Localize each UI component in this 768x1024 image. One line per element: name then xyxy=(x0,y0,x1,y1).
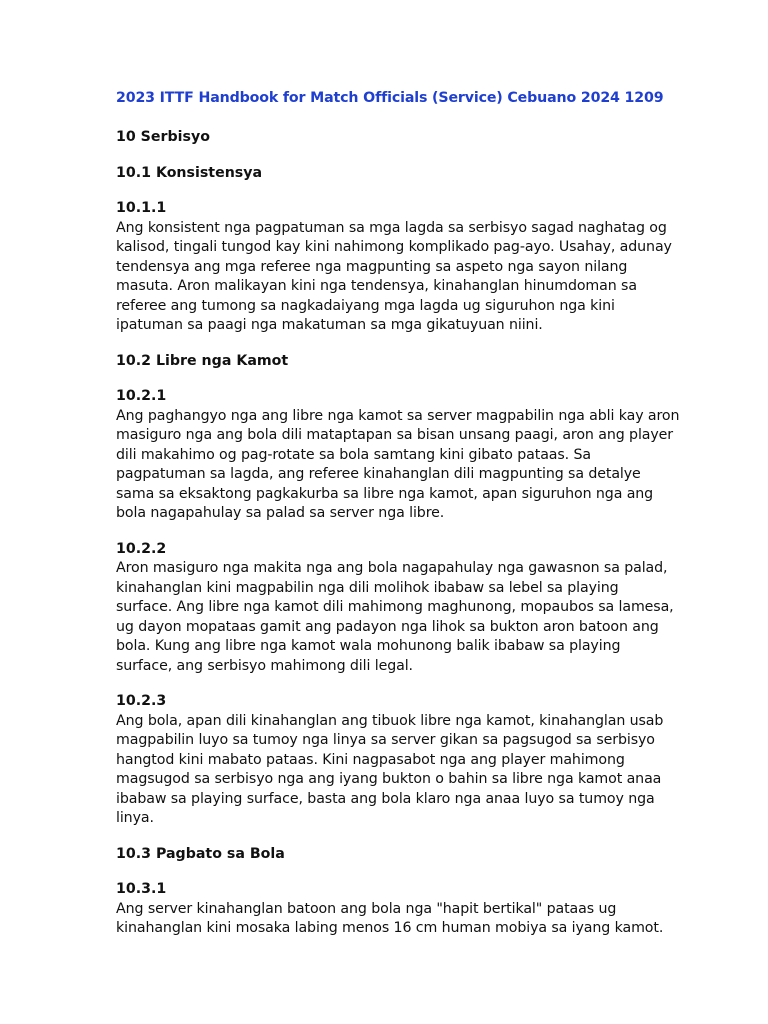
text-line: ipatuman sa paagi nga makatuman sa mga gikatuyuan niini. xyxy=(116,317,543,333)
text-line: referee ang tumong sa nagkadaiyang mga lagda ug siguruhon nga kini xyxy=(116,297,615,314)
text-line: pagpatuman sa lagda, ang referee kinahanglan dili magpunting sa detalye xyxy=(116,466,641,482)
clause-number-10-2-1: 10.2.1 xyxy=(116,388,167,404)
text-line: magsugod sa serbisyo nga ang iyang bukton o bahin sa libre nga kamot anaa xyxy=(116,771,662,787)
clause-text-10-2-3 xyxy=(116,712,664,829)
clause-number-10-2-2: 10.2.2 xyxy=(116,540,167,557)
text-line: ibabaw sa playing surface, basta ang bola klaro nga anaa luyo sa tumoy nga xyxy=(116,790,655,807)
text-line: linya. xyxy=(116,810,154,826)
text-line: tendensya ang mga referee nga magpunting sa aspeto nga sayon nilang xyxy=(116,258,628,275)
text-line: dili makahimo og pag-rotate sa bola samtang kini gibato pataas. Sa xyxy=(116,446,591,463)
text-line: magpabilin luyo sa tumoy nga linya sa server gikan sa pagsugod sa serbisyo xyxy=(116,732,655,748)
text-line: Ang paghangyo nga ang libre nga kamot sa server magpabilin nga abli kay aron xyxy=(116,407,680,424)
text-line: ug dayon mopataas gamit ang padayon nga lihok sa bukton aron batoon ang xyxy=(116,618,659,635)
clause-number-10-2-3: 10.2.3 xyxy=(116,693,167,709)
text-line: kalisod, tingali tungod kay kini nahimong komplikado pag-ayo. Usahay, adunay xyxy=(116,239,672,255)
document-title: 2023 ITTF Handbook for Match Officials (Service) Cebuano 2024 1209 xyxy=(116,90,664,106)
text-line: surface. Ang libre nga kamot dili mahimong maghunong, mopaubos sa lamesa, xyxy=(116,599,674,615)
section-heading-10: 10 Serbisyo xyxy=(116,129,210,145)
clause-number-10-1-1: 10.1.1 xyxy=(116,200,167,216)
text-line: bola. Kung ang libre nga kamot wala mohunong balik ibabaw sa playing xyxy=(116,638,621,654)
text-line: Ang server kinahanglan batoon ang bola nga "hapit bertikal" pataas ug xyxy=(116,900,617,917)
document-page xyxy=(116,88,680,955)
clause-number-10-3-1: 10.3.1 xyxy=(116,881,167,897)
text-line: kinahanglan kini magpabilin nga dili molihok ibabaw sa lebel sa playing xyxy=(116,579,619,596)
text-line: bola nagapahulay sa palad sa server nga libre. xyxy=(116,505,445,521)
text-line: masuta. Aron malikayan kini nga tendensya, kinahanglan hinumdoman sa xyxy=(116,278,637,294)
section-heading-10-1: 10.1 Konsistensya xyxy=(116,164,263,181)
text-line: masiguro nga ang bola dili mataptapan sa bisan unsang paagi, aron ang player xyxy=(116,427,674,443)
clause-text-10-1-1 xyxy=(116,219,672,336)
text-line: Ang bola, apan dili kinahanglan ang tibuok libre nga kamot, kinahanglan usab xyxy=(116,712,664,729)
text-line: Ang konsistent nga pagpatuman sa mga lagda sa serbisyo sagad naghatag og xyxy=(116,219,667,236)
text-line: surface, ang serbisyo mahimong dili legal. xyxy=(116,657,413,674)
clause-text-10-2-1 xyxy=(116,407,680,524)
section-heading-10-2: 10.2 Libre nga Kamot xyxy=(116,352,289,369)
clause-text-10-2-2 xyxy=(116,559,674,676)
text-line: kinahanglan kini mosaka labing menos 16 cm human mobiya sa iyang kamot. xyxy=(116,920,664,936)
text-line: hangtod kini mabato pataas. Kini nagpasabot nga ang player mahimong xyxy=(116,751,625,768)
clause-text-10-3-1 xyxy=(116,900,664,939)
text-line: Aron masiguro nga makita nga ang bola nagapahulay nga gawasnon sa palad, xyxy=(116,560,668,576)
section-heading-10-3: 10.3 Pagbato sa Bola xyxy=(116,845,285,862)
text-line: sama sa eksaktong pagkakurba sa libre nga kamot, apan siguruhon nga ang xyxy=(116,485,654,502)
